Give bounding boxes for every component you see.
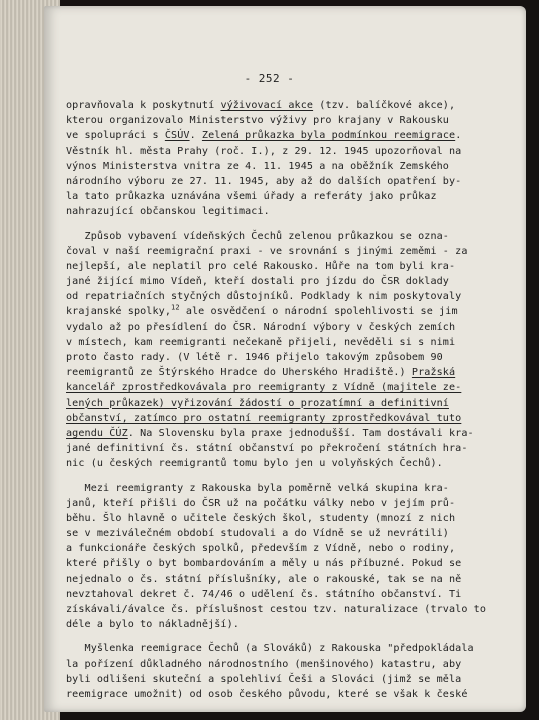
paragraph-gap — [66, 632, 516, 641]
text-run: a funkcionáře českých spolků, především z Vídně, nebo o rodiny, — [66, 543, 456, 555]
text-line — [66, 113, 516, 128]
text-line — [66, 541, 516, 556]
text-line — [66, 687, 516, 702]
text-line — [66, 456, 516, 471]
underlined-text: Zelená průkazka byla podmínkou reemigrace — [201, 130, 456, 142]
text-line — [66, 496, 516, 511]
text-run: jané definitivní čs. státní občanství po překročení státních hra- — [66, 443, 468, 455]
text-line — [66, 672, 516, 687]
body-text — [66, 98, 516, 702]
text-line — [66, 229, 516, 244]
text-line — [66, 144, 516, 159]
paragraph-gap — [66, 472, 516, 481]
text-run: nejednalo o čs. státní příslušníky, ale o rakouské, tak se na ně — [66, 573, 462, 585]
text-run: reemigrace umožnit) od osob českého původu, které se však k české — [66, 688, 468, 700]
text-line — [66, 641, 516, 656]
text-line — [66, 657, 516, 672]
text-run: jané žijící mimo Vídeň, kteří dostali pro jízdu do ČSR doklady — [66, 276, 449, 288]
text-line — [66, 365, 516, 380]
text-line — [66, 441, 516, 456]
text-run: čoval v naší reemigrační praxi - ve srovnání s jinými zeměmi - za — [66, 245, 468, 257]
text-line — [66, 602, 516, 617]
text-run: janů, kteří přišli do ČSR už na počátku války nebo v jejím prů- — [66, 497, 456, 509]
underlined-text: kancelář zprostředkovávala pro reemigranty z Vídně (majitele ze- — [66, 382, 462, 394]
text-run: kterou organizovalo Ministerstvo výživy pro krajany v Rakousku — [66, 115, 449, 127]
text-line — [66, 320, 516, 335]
text-line — [66, 159, 516, 174]
text-run: la pořízení důkladného národnostního (menšinového) katastru, aby — [66, 658, 462, 670]
text-run: la tato průkazka uznávána všemi úřady a referáty jako průkaz — [66, 191, 437, 203]
text-run: získávali/ávalce čs. příslušnost cestou tzv. naturalizace (trvalo to — [66, 604, 487, 615]
paragraph-gap — [66, 220, 516, 229]
text-line — [66, 411, 516, 426]
text-run: . — [189, 130, 202, 142]
underlined-text: agendu ČÚZ — [66, 427, 128, 439]
text-run: proto často rady. (V létě r. 1946 přijelo takovým způsobem 90 — [66, 352, 443, 363]
text-run: Myšlenka reemigrace Čechů (a Slováků) z Rakouska "předpokládala — [66, 643, 474, 655]
text-line — [66, 274, 516, 289]
text-line — [66, 204, 516, 219]
text-run: ve spolupráci s — [66, 130, 165, 142]
text-run: v místech, kam reemigranti nečekaně přijeli, nevěděli si s nimi — [66, 336, 456, 348]
text-line — [66, 526, 516, 541]
text-line — [66, 189, 516, 204]
text-run: nejlepší, ale neplatil pro celé Rakousko. Hůře na tom byli kra- — [66, 260, 456, 272]
text-line — [66, 556, 516, 571]
underlined-text: občanství, zatímco pro ostatní reemigranty zprostředkovával tuto — [66, 412, 462, 424]
text-line — [66, 587, 516, 602]
underlined-text: ČSÚV — [164, 130, 190, 142]
text-run: národního výboru ze 27. 11. 1945, aby až do dalších opatření by- — [66, 175, 462, 187]
text-line — [66, 289, 516, 304]
text-run: reemigrantů ze Štýrského Hradce do Uherského Hradiště.) — [66, 367, 412, 379]
text-run: . Na Slovensku byla praxe jednodušší. Tam dostávali kra- — [127, 427, 474, 439]
text-line — [66, 174, 516, 189]
underlined-text: lených průkazek) vyřizování žádostí o prozatímní a definitivní — [66, 397, 449, 409]
text-run: ale osvědčení o národní spolehlivosti se jim — [179, 306, 458, 318]
text-line — [66, 617, 516, 632]
text-line — [66, 244, 516, 259]
text-run: byli odlišeni skuteční a spolehliví Češi a Slováci (jimž se měla — [66, 673, 462, 685]
text-line — [66, 380, 516, 395]
text-run: Způsob vybavení vídeňských Čechů zelenou průkazkou se ozna- — [66, 230, 449, 242]
text-line — [66, 426, 516, 441]
footnote-ref: 12 — [171, 304, 180, 313]
underlined-text: Pražská — [411, 367, 456, 379]
text-line — [66, 350, 516, 365]
text-line — [66, 128, 516, 143]
text-run: nevztahoval dekret č. 74/46 o udělení čs. státního občanství. Ti — [66, 588, 462, 600]
text-run: se v meziválečném období studovali a do Vídně se už nevrátili) — [66, 528, 449, 540]
text-run: běhu. Šlo hlavně o učitele českých škol, studenty (mnozí z nich — [66, 512, 456, 524]
text-line — [66, 259, 516, 274]
text-run: nic (u českých reemigrantů tomu bylo jen u volyňských Čechů). — [66, 458, 443, 470]
text-line — [66, 98, 516, 113]
text-run: . — [455, 130, 462, 142]
text-run: vydalo až po přesídlení do ČSR. Národní výbory v českých zemích — [66, 321, 456, 333]
text-run: které přišly o byt bombardováním a měly u nás příbuzné. Pokud se — [66, 558, 462, 570]
page-number: - 252 - — [244, 72, 295, 85]
text-run: (tzv. balíčkové akce), — [313, 100, 456, 111]
text-line — [66, 396, 516, 411]
text-run: krajanské spolky, — [66, 306, 172, 318]
text-run: nahrazující občanskou legitimaci. — [66, 206, 270, 218]
text-run: Mezi reemigranty z Rakouska byla poměrně velká skupina kra- — [66, 482, 449, 494]
text-run: od repatriačních styčných důstojníků. Podklady k nim poskytovaly — [66, 291, 462, 303]
text-run: Věstník hl. města Prahy (roč. I.), z 29. 12. 1945 upozorňoval na — [66, 145, 462, 157]
text-line — [66, 572, 516, 587]
text-run: opravňovala k poskytnutí — [66, 100, 221, 111]
text-line — [66, 511, 516, 526]
text-line — [66, 304, 516, 319]
text-run: déle a bylo to nákladnější). — [66, 619, 239, 631]
underlined-text: výživovací akce — [220, 100, 314, 111]
text-run: výnos Ministerstva vnitra ze 4. 11. 1945 a na oběžník Zemského — [66, 160, 449, 172]
text-line — [66, 481, 516, 496]
text-line — [66, 335, 516, 350]
